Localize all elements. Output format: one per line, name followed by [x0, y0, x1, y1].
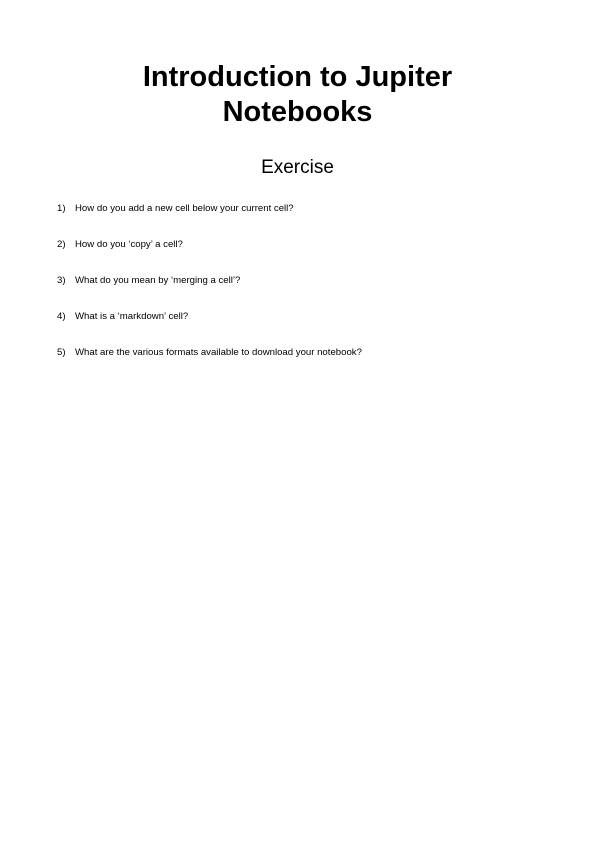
question-item: [57, 311, 557, 323]
question-number: 3): [57, 275, 66, 286]
question-text: What are the various formats available to download your notebook?: [75, 347, 362, 358]
document-title-line-1: Introduction to Jupiter: [142, 61, 453, 93]
question-item: [57, 275, 557, 287]
question-number: 2): [57, 239, 66, 250]
question-number: 4): [57, 311, 66, 322]
document-title: [0, 60, 595, 130]
question-number: 5): [57, 347, 66, 358]
document-subtitle: Exercise: [261, 157, 334, 178]
question-list: [57, 203, 557, 383]
document-title-line-2: Notebooks: [222, 96, 373, 128]
question-item: [57, 239, 557, 251]
question-item: [57, 203, 557, 215]
question-text: What do you mean by ‘merging a cell’?: [75, 275, 241, 286]
question-text: How do you ‘copy’ a cell?: [75, 239, 183, 250]
question-text: What is a ‘markdown’ cell?: [75, 311, 189, 322]
question-number: 1): [57, 203, 66, 214]
question-text: How do you add a new cell below your current cell?: [75, 203, 294, 214]
question-item: [57, 347, 557, 359]
